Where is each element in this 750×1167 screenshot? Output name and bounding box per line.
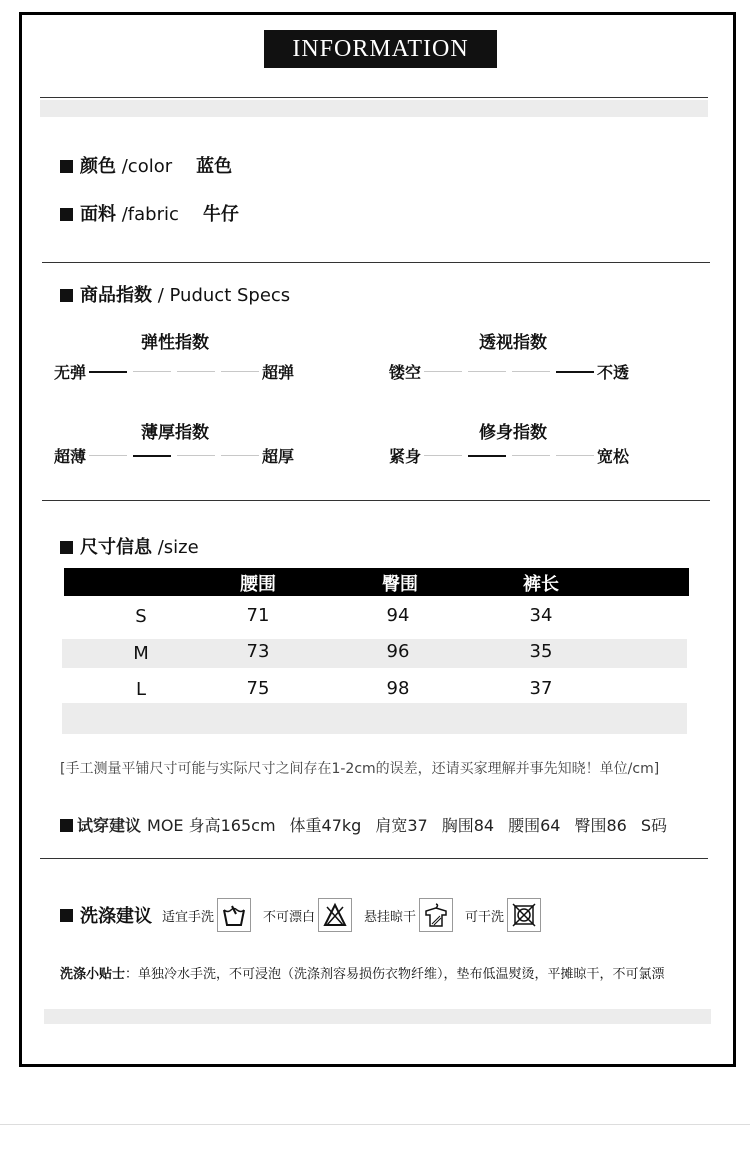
fit-item: MOE 身高165cm bbox=[147, 816, 276, 835]
fabric-value: 牛仔 bbox=[202, 204, 239, 225]
scale-segment bbox=[468, 371, 506, 372]
hip-cell: 98 bbox=[386, 678, 410, 699]
scale-segment bbox=[221, 455, 259, 456]
wash-tips bbox=[60, 963, 665, 982]
tips-label: 洗涤小贴士 bbox=[60, 967, 126, 982]
scale-right-label: 超弹 bbox=[262, 363, 295, 382]
hand-wash-icon bbox=[217, 898, 251, 932]
page-title: INFORMATION bbox=[264, 30, 497, 68]
scale-left-label: 无弹 bbox=[54, 363, 87, 382]
waist-cell: 75 bbox=[246, 678, 270, 699]
scale-left-label: 镂空 bbox=[389, 363, 422, 382]
fit-item: 体重47kg bbox=[289, 816, 362, 835]
wash-text: 适宜手洗 bbox=[162, 909, 215, 925]
scale-right-label: 宽松 bbox=[597, 447, 630, 466]
scale-segment bbox=[512, 371, 550, 372]
hip-cell: 94 bbox=[386, 605, 410, 626]
gray-band bbox=[44, 1009, 711, 1024]
wash-row bbox=[60, 898, 553, 932]
waist-cell: 71 bbox=[246, 605, 270, 626]
scale-segment bbox=[424, 455, 462, 456]
color-row bbox=[60, 152, 232, 178]
col-length: 裤长 bbox=[523, 574, 559, 595]
table-row-empty bbox=[62, 703, 687, 734]
fit-index-scale bbox=[389, 444, 629, 467]
no-bleach-icon bbox=[318, 898, 352, 932]
waist-cell: 73 bbox=[246, 641, 270, 662]
col-waist: 腰围 bbox=[240, 574, 276, 595]
scale-left-label: 超薄 bbox=[54, 447, 87, 466]
length-cell: 35 bbox=[529, 641, 553, 662]
scale-segment bbox=[556, 455, 594, 456]
fit-item: S码 bbox=[640, 816, 668, 835]
fit-index-title: 修身指数 bbox=[479, 423, 547, 443]
dry-clean-icon bbox=[507, 898, 541, 932]
thickness-scale bbox=[54, 444, 294, 467]
size-heading-en: /size bbox=[157, 537, 199, 558]
transparency-scale bbox=[389, 360, 629, 383]
length-cell: 37 bbox=[529, 678, 553, 699]
scale-right-label: 超厚 bbox=[262, 447, 295, 466]
fabric-row bbox=[60, 200, 239, 226]
thickness-title: 薄厚指数 bbox=[141, 423, 209, 443]
table-row bbox=[62, 639, 687, 668]
specs-heading-cn: 商品指数 bbox=[80, 285, 152, 306]
scale-segment-active bbox=[468, 455, 506, 457]
table-row bbox=[62, 602, 687, 631]
specs-heading-en: / Puduct Specs bbox=[157, 285, 291, 306]
color-label: 颜色 bbox=[80, 156, 116, 177]
bullet-square bbox=[60, 819, 73, 832]
size-cell: M bbox=[133, 643, 149, 664]
bullet-square bbox=[60, 909, 73, 922]
divider bbox=[42, 262, 710, 263]
fit-item: 肩宽37 bbox=[375, 816, 428, 835]
scale-segment bbox=[512, 455, 550, 456]
bullet-square bbox=[60, 208, 73, 221]
size-table-header bbox=[64, 568, 689, 596]
fit-item: 胸围84 bbox=[441, 816, 495, 835]
hang-dry-icon bbox=[419, 898, 453, 932]
fabric-label-en: /fabric bbox=[121, 204, 179, 225]
divider bbox=[40, 858, 708, 859]
specs-heading bbox=[60, 281, 290, 307]
scale-segment bbox=[133, 371, 171, 372]
scale-segment-active bbox=[133, 455, 171, 457]
length-cell: 34 bbox=[529, 605, 553, 626]
wash-text: 悬挂晾干 bbox=[364, 909, 417, 925]
color-value: 蓝色 bbox=[196, 156, 233, 177]
elasticity-scale bbox=[54, 360, 294, 383]
table-row bbox=[62, 675, 687, 704]
gray-band bbox=[40, 100, 708, 117]
col-hip: 臀围 bbox=[382, 574, 418, 595]
scale-segment bbox=[177, 455, 215, 456]
fabric-label: 面料 bbox=[80, 204, 116, 225]
fit-suggestion bbox=[60, 813, 681, 836]
page-divider bbox=[0, 1124, 750, 1125]
size-cell: S bbox=[135, 606, 147, 627]
wash-text: 可干洗 bbox=[465, 909, 505, 925]
scale-left-label: 紧身 bbox=[389, 447, 422, 466]
scale-segment bbox=[424, 371, 462, 372]
measurement-note: [手工测量平铺尺寸可能与实际尺寸之间存在1-2cm的误差，还请买家理解并事先知晓！单位/cm] bbox=[60, 761, 660, 777]
elasticity-title: 弹性指数 bbox=[141, 333, 209, 353]
color-label-en: /color bbox=[121, 156, 173, 177]
scale-segment-active bbox=[556, 371, 594, 373]
transparency-title: 透视指数 bbox=[479, 333, 547, 353]
scale-segment-active bbox=[89, 371, 127, 373]
size-cell: L bbox=[135, 679, 147, 700]
scale-segment bbox=[177, 371, 215, 372]
size-heading bbox=[60, 533, 199, 559]
fit-item: 臀围86 bbox=[574, 816, 627, 835]
scale-right-label: 不透 bbox=[597, 363, 630, 382]
hip-cell: 96 bbox=[386, 641, 410, 662]
bullet-square bbox=[60, 289, 73, 302]
size-heading-cn: 尺寸信息 bbox=[80, 537, 152, 558]
fit-item: 腰围64 bbox=[508, 816, 561, 835]
scale-segment bbox=[221, 371, 259, 372]
bullet-square bbox=[60, 160, 73, 173]
wash-label: 洗涤建议 bbox=[80, 906, 152, 927]
wash-text: 不可漂白 bbox=[263, 909, 316, 925]
bullet-square bbox=[60, 541, 73, 554]
divider bbox=[40, 97, 708, 98]
divider bbox=[42, 500, 710, 501]
tips-text: ：单独冷水手洗，不可浸泡（洗涤剂容易损伤衣物纤维），垫布低温熨烫，平摊晾干，不可氯漂 bbox=[125, 967, 665, 982]
fit-label: 试穿建议 bbox=[77, 816, 142, 835]
scale-segment bbox=[89, 455, 127, 456]
